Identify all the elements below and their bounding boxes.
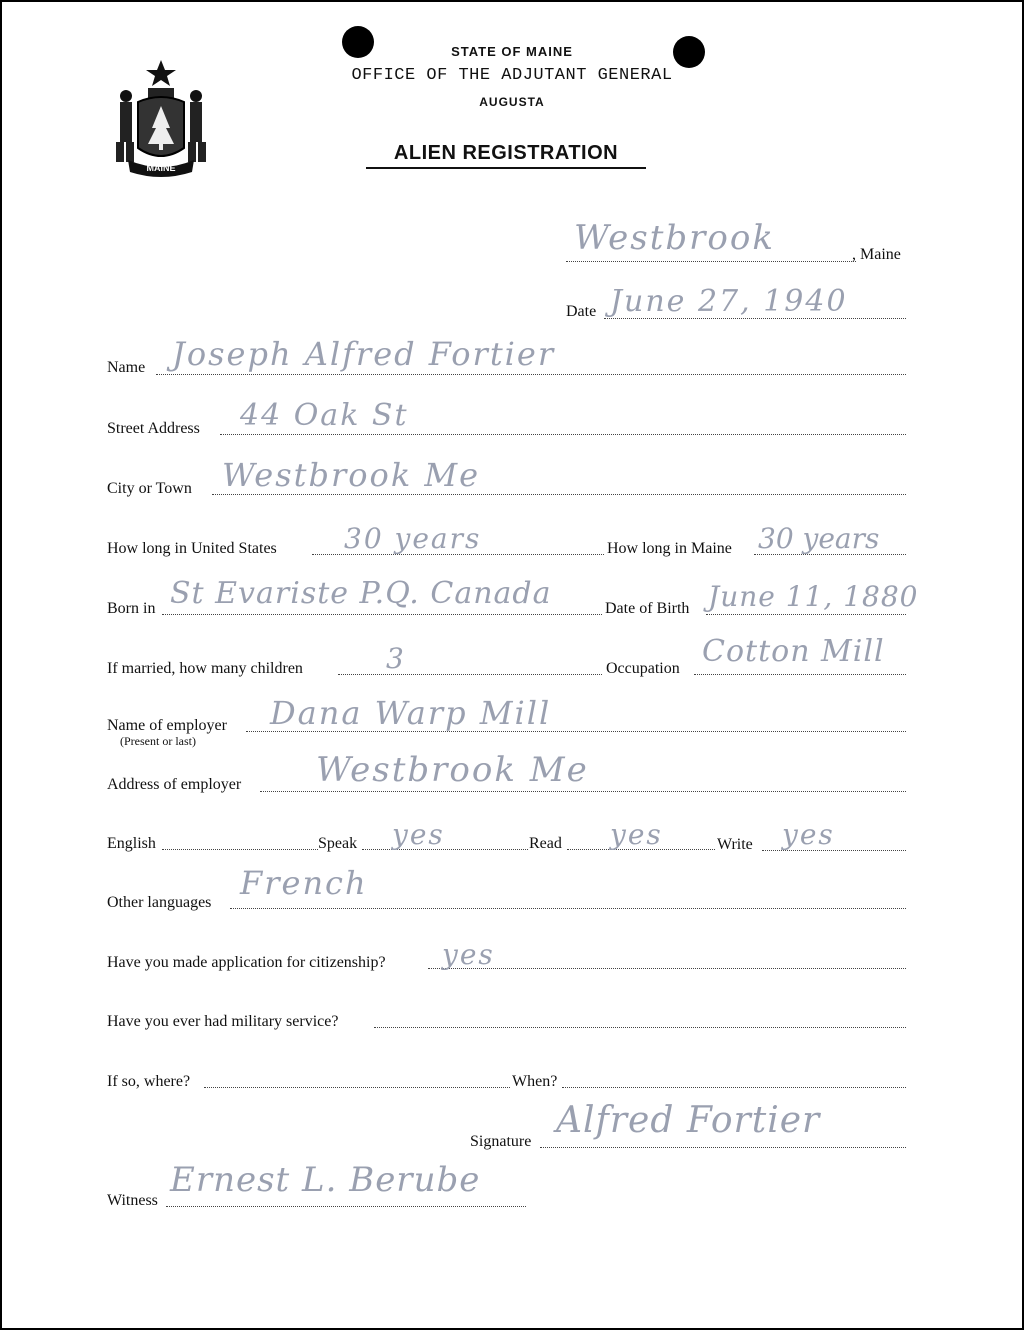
born-value: St Evariste P.Q. Canada <box>170 576 552 611</box>
employer-label: Name of employer <box>107 717 227 734</box>
when-line <box>562 1087 906 1088</box>
military-line <box>374 1027 906 1028</box>
employer-value: Dana Warp Mill <box>270 694 552 732</box>
place-suffix: , Maine <box>852 246 901 263</box>
seal-ribbon-text: MAINE <box>146 163 176 173</box>
children-value: 3 <box>386 642 406 675</box>
date-value: June 27, 1940 <box>610 284 848 319</box>
when-label: When? <box>512 1073 558 1090</box>
place-line <box>566 261 856 262</box>
years-us-value: 30 years <box>344 522 482 555</box>
header-state: STATE OF MAINE <box>451 44 573 59</box>
street-line <box>220 434 906 435</box>
place-value: Westbrook <box>574 218 775 258</box>
signature-value: Alfred Fortier <box>556 1100 821 1141</box>
write-label: Write <box>717 836 753 853</box>
born-label: Born in <box>107 600 156 617</box>
years-maine-value: 30 years <box>758 522 880 555</box>
english-label: English <box>107 835 156 852</box>
signature-line <box>540 1147 906 1148</box>
header-city: AUGUSTA <box>479 95 545 109</box>
read-label: Read <box>529 835 562 852</box>
name-label: Name <box>107 359 146 376</box>
read-value: yes <box>610 818 663 851</box>
header-office: OFFICE OF THE ADJUTANT GENERAL <box>351 66 673 85</box>
children-line <box>338 674 602 675</box>
city-label: City or Town <box>107 480 192 497</box>
dob-line <box>706 614 906 615</box>
speak-value: yes <box>392 818 445 851</box>
occupation-label: Occupation <box>606 660 680 677</box>
name-value: Joseph Alfred Fortier <box>172 335 556 373</box>
employer-sublabel: (Present or last) <box>120 734 196 748</box>
other-languages-label: Other languages <box>107 894 212 911</box>
city-value: Westbrook Me <box>222 456 481 494</box>
where-label: If so, where? <box>107 1073 191 1090</box>
other-languages-line <box>230 908 906 909</box>
born-line <box>162 614 602 615</box>
children-label: If married, how many children <box>107 660 303 677</box>
citizenship-label: Have you made application for citizenship? <box>107 954 386 971</box>
name-line <box>156 374 906 375</box>
dob-value: June 11, 1880 <box>708 580 919 613</box>
date-label: Date <box>566 303 597 320</box>
witness-line <box>166 1206 526 1207</box>
street-value: 44 Oak St <box>240 398 409 433</box>
where-line <box>204 1087 510 1088</box>
citizenship-value: yes <box>442 938 495 971</box>
form-title: ALIEN REGISTRATION <box>366 142 646 169</box>
signature-label: Signature <box>470 1133 532 1150</box>
occupation-value: Cotton Mill <box>702 634 885 669</box>
occupation-line <box>694 674 906 675</box>
street-label: Street Address <box>107 420 200 437</box>
witness-label: Witness <box>107 1192 158 1209</box>
employer-address-line <box>260 791 906 792</box>
employer-address-label: Address of employer <box>107 776 242 793</box>
employer-address-value: Westbrook Me <box>316 750 589 790</box>
speak-label: Speak <box>318 835 358 852</box>
witness-value: Ernest L. Berube <box>170 1160 481 1200</box>
years-maine-label: How long in Maine <box>607 540 732 557</box>
military-label: Have you ever had military service? <box>107 1013 339 1030</box>
city-line <box>212 494 906 495</box>
english-line <box>162 849 318 850</box>
other-languages-value: French <box>240 864 368 902</box>
citizenship-line <box>428 968 906 969</box>
years-us-label: How long in United States <box>107 540 277 557</box>
write-value: yes <box>782 818 835 851</box>
dob-label: Date of Birth <box>605 600 690 617</box>
speak-line <box>362 849 528 850</box>
